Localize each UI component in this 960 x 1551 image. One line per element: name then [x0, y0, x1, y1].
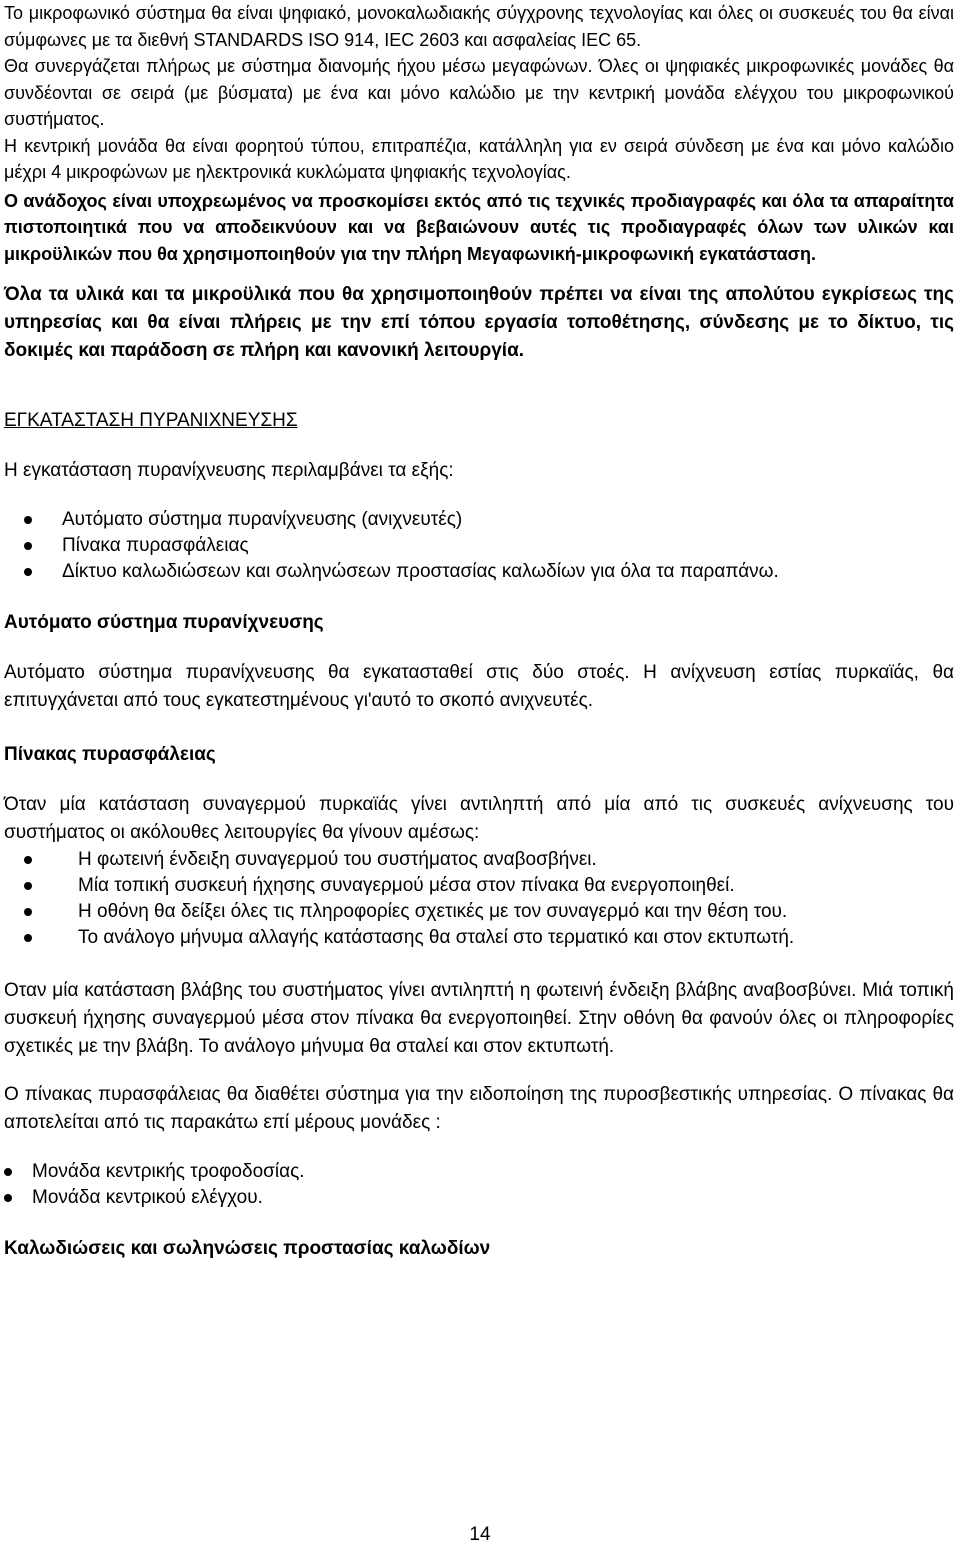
list-item-text: Πίνακα πυρασφάλειας: [62, 535, 249, 556]
fire-panel-intro: Όταν μία κατάσταση συναγερμού πυρκαϊάς γίνει αντιληπτή από μία από τις συσκευές ανίχνευσης του συστήματος οι ακόλουθες λειτουργίες θα γίνουν αμέσως:: [4, 794, 954, 843]
list-item: [4, 925, 954, 951]
fire-detection-intro: Η εγκατάσταση πυρανίχνευσης περιλαμβάνει τα εξής:: [4, 460, 454, 481]
bullet-icon: [24, 934, 32, 942]
paragraph-materials-approval: Όλα τα υλικά και τα μικροϋλικά που θα χρησιμοποιηθούν πρέπει να είναι της απολύτου εγκρίσεως της υπηρεσίας και θα είναι πλήρεις με την επί τόπου εργασία τοποθέτησης, σύνδεσης με το δίκτυο, τις δοκιμές και παράδοση σε πλήρη και κανονική λειτουργία.: [4, 284, 954, 361]
bullet-icon: [4, 1168, 12, 1176]
paragraph-contractor-obligation: Ο ανάδοχος είναι υποχρεωμένος να προσκομίσει εκτός από τις τεχνικές προδιαγραφές και όλα τα απαραίτητα πιστοποιητικά που να αποδεικνύουν και να βεβαιώνουν αυτές τις προδιαγραφές όλων των υλικών και μικροϋλικών που θα χρησιμοποιηθούν για την πλήρη Μεγαφωνική-μικροφωνική εγκατάσταση.: [4, 190, 954, 264]
bullet-icon: [24, 568, 32, 576]
bullet-icon: [24, 516, 32, 524]
panel-modules-list: [4, 1159, 954, 1211]
section-title-cabling: Καλωδιώσεις και σωληνώσεις προστασίας καλωδίων: [4, 1238, 491, 1259]
list-item-text: Η οθόνη θα δείξει όλες τις πληροφορίες σχετικές με τον συναγερμό και την θέση του.: [78, 901, 788, 922]
list-item-text: Δίκτυο καλωδιώσεων και σωληνώσεων προστασίας καλωδίων για όλα τα παραπάνω.: [62, 561, 779, 582]
section-title-fire-detection: ΕΓΚΑΤΑΣΤΑΣΗ ΠΥΡΑΝΙΧΝΕΥΣΗΣ: [4, 410, 298, 431]
list-item-text: Η φωτεινή ένδειξη συναγερμού του συστήματος αναβοσβήνει.: [78, 849, 597, 870]
list-item-text: Το ανάλογο μήνυμα αλλαγής κατάστασης θα σταλεί στο τερματικό και στον εκτυπωτή.: [78, 927, 795, 948]
bullet-icon: [4, 1194, 12, 1202]
bullet-icon: [24, 908, 32, 916]
fire-detection-list: [4, 507, 954, 585]
list-item: [4, 899, 954, 925]
list-item-text: Μονάδα κεντρικού ελέγχου.: [32, 1187, 263, 1208]
list-item: [4, 559, 954, 585]
paragraph-microphone-system: Το μικροφωνικό σύστημα θα είναι ψηφιακό, μονοκαλωδιακής σύγχρονης τεχνολογίας και όλες οι συσκευές του θα είναι σύμφωνες με τα διεθνή STANDARDS ISO 914, IEC 2603 και ασφαλείας IEC 65.: [4, 3, 954, 50]
list-item-text: Μία τοπική συσκευή ήχησης συναγερμού μέσα στον πίνακα θα ενεργοποιηθεί.: [78, 875, 735, 896]
document-page: [4, 0, 954, 1263]
list-item-text: Αυτόματο σύστημα πυρανίχνευσης (ανιχνευτές): [62, 509, 463, 530]
bullet-icon: [24, 542, 32, 550]
page-number: 14: [469, 1524, 491, 1545]
section-title-fire-panel: Πίνακας πυρασφάλειας: [4, 744, 216, 765]
section-title-automatic-detection: Αυτόματο σύστημα πυρανίχνευσης: [4, 612, 324, 633]
list-item-text: Μονάδα κεντρικής τροφοδοσίας.: [32, 1161, 305, 1182]
alarm-actions-list: [4, 847, 954, 951]
fault-condition-text: Οταν μία κατάσταση βλάβης του συστήματος γίνει αντιληπτή η φωτεινή ένδειξη βλάβης αναβοσβύνει. Μιά τοπική συσκευή ήχησης συναγερμού μέσα στον πίνακα θα ενεργοποιηθεί. Στην οθόνη θα φανούν όλες οι πληροφορίες σχετικές με την βλάβη. Το ανάλογο μήνυμα θα σταλεί και στον εκτυπωτή.: [4, 980, 954, 1057]
automatic-detection-text: Αυτόματο σύστημα πυρανίχνευσης θα εγκατασταθεί στις δύο στοές. Η ανίχνευση εστίας πυρκαϊάς, θα επιτυγχάνεται από τους εγκατεστημένους γι'αυτό το σκοπό ανιχνευτές.: [4, 662, 954, 711]
bullet-icon: [24, 882, 32, 890]
list-item: [4, 507, 954, 533]
list-item: [4, 1185, 954, 1211]
paragraph-speaker-cooperation: Θα συνεργάζεται πλήρως με σύστημα διανομής ήχου μέσω μεγαφώνων. Όλες οι ψηφιακές μικροφωνικές μονάδες θα συνδέονται σε σειρά (με βύσματα) με ένα και μόνο καλώδιο με την κεντρική μονάδα ελέγχου του μικροφωνικού συστήματος.: [4, 56, 954, 129]
list-item: [4, 873, 954, 899]
paragraph-central-unit: Η κεντρική μονάδα θα είναι φορητού τύπου, επιτραπέζια, κατάλληλη για εν σειρά σύνδεση με ένα και μόνο καλώδιο μέχρι 4 μικροφώνων με ηλεκτρονικά κυκλώματα ψηφιακής τεχνολογίας.: [4, 135, 954, 182]
list-item: [4, 533, 954, 559]
bullet-icon: [24, 856, 32, 864]
panel-modules-intro: Ο πίνακας πυρασφάλειας θα διαθέτει σύστημα για την ειδοποίηση της πυροσβεστικής υπηρεσίας. Ο πίνακας θα αποτελείται από τις παρακάτω επί μέρους μονάδες :: [4, 1084, 954, 1133]
list-item: [4, 1159, 954, 1185]
list-item: [4, 847, 954, 873]
